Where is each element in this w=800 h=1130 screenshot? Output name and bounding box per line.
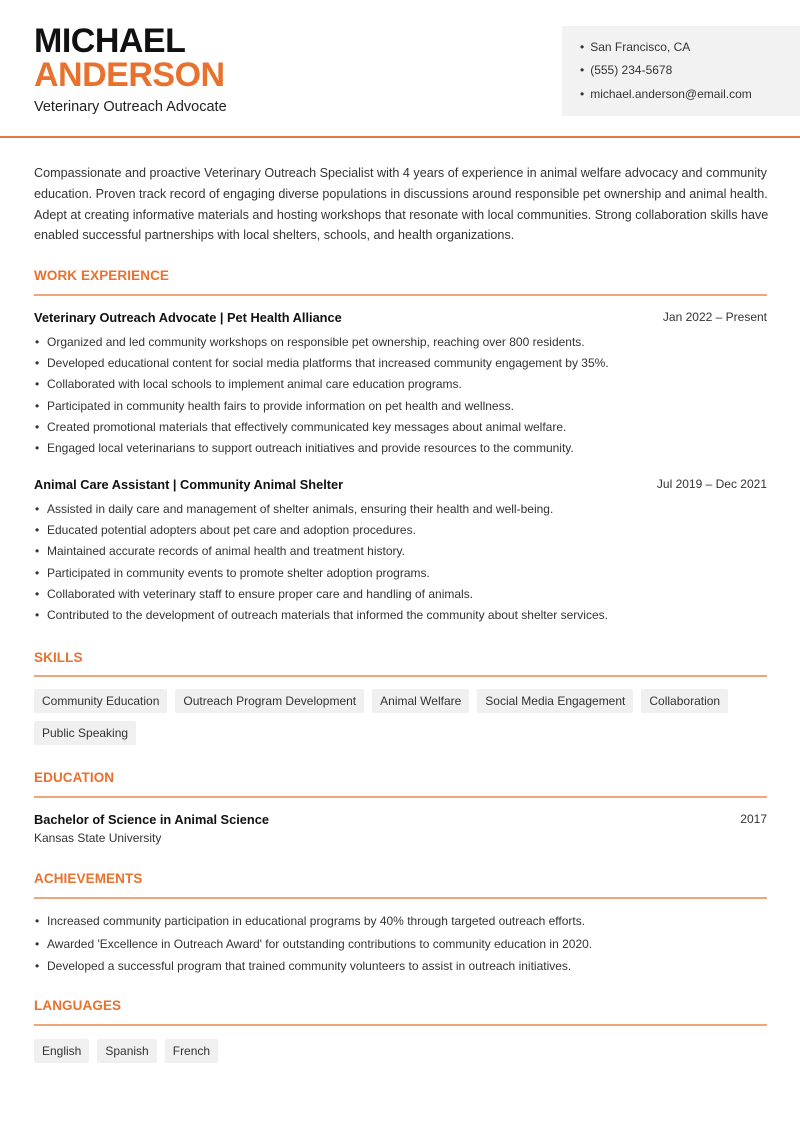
- section-title-education: EDUCATION: [34, 770, 115, 785]
- list-item: • Engaged local veterinarians to support outreach initiatives and provide resources to the community.: [34, 438, 774, 459]
- section-divider: [34, 675, 767, 677]
- section-divider: [34, 796, 767, 798]
- job-dates: Jul 2019 – Dec 2021: [656, 477, 767, 491]
- section-divider: [34, 1024, 767, 1026]
- job-title: Veterinary Outreach Advocate: [34, 99, 227, 115]
- skill-chip: Collaboration: [641, 689, 728, 713]
- language-chip: Spanish: [97, 1039, 156, 1063]
- contact-email[interactable]: • michael.anderson@email.com: [580, 87, 752, 101]
- language-chip: English: [34, 1039, 89, 1063]
- section-title-achievements: ACHIEVEMENTS: [34, 871, 143, 886]
- list-item: • Developed a successful program that trained community volunteers to assist in outreach initiatives.: [34, 955, 774, 978]
- languages-list: [34, 1039, 774, 1063]
- education-school: Kansas State University: [34, 831, 162, 845]
- education-year: 2017: [740, 812, 767, 826]
- skill-chip: Social Media Engagement: [477, 689, 633, 713]
- language-chip: French: [165, 1039, 218, 1063]
- education-degree: Bachelor of Science in Animal Science: [34, 812, 269, 827]
- job-bullets: [34, 499, 774, 626]
- list-item: • Developed educational content for social media platforms that increased community engagement by 35%.: [34, 353, 774, 374]
- section-divider: [34, 897, 767, 899]
- job-heading: Animal Care Assistant | Community Animal Shelter: [34, 477, 344, 492]
- list-item: • Maintained accurate records of animal health and treatment history.: [34, 541, 774, 562]
- first-name: MICHAEL: [34, 22, 186, 60]
- section-title-skills: SKILLS: [34, 650, 83, 665]
- summary: Compassionate and proactive Veterinary Outreach Specialist with 4 years of experience in animal welfare advocacy and community education. Proven track record of engaging diverse populations in discussions around responsible pet ownership and animal health. Adept at creating informative materials and hosting workshops that resonate with local communities. Strong collaboration skills have enabled successful partnerships with local shelters, schools, and health organizations.: [34, 166, 769, 243]
- list-item: • Organized and led community workshops on responsible pet ownership, reaching over 800 residents.: [34, 332, 774, 353]
- job-heading: Veterinary Outreach Advocate | Pet Health Alliance: [34, 310, 342, 325]
- list-item: • Participated in community events to promote shelter adoption programs.: [34, 563, 774, 584]
- section-title-languages: LANGUAGES: [34, 998, 122, 1013]
- list-item: • Participated in community health fairs to provide information on pet health and wellness.: [34, 396, 774, 417]
- job-bullets: [34, 332, 774, 459]
- contact-location: • San Francisco, CA: [580, 40, 690, 54]
- skill-chip: Community Education: [34, 689, 167, 713]
- list-item: • Collaborated with local schools to implement animal care education programs.: [34, 374, 774, 395]
- list-item: • Increased community participation in educational programs by 40% through targeted outreach efforts.: [34, 910, 774, 933]
- skill-chip: Animal Welfare: [372, 689, 469, 713]
- list-item: • Awarded 'Excellence in Outreach Award' for outstanding contributions to community education in 2020.: [34, 933, 774, 956]
- list-item: • Contributed to the development of outreach materials that informed the community about shelter services.: [34, 605, 774, 626]
- list-item: • Assisted in daily care and management of shelter animals, ensuring their health and well-being.: [34, 499, 774, 520]
- last-name: ANDERSON: [34, 56, 225, 94]
- achievements-list: [34, 910, 774, 978]
- contact-phone: • (555) 234-5678: [580, 63, 672, 77]
- job-dates: Jan 2022 – Present: [662, 310, 767, 324]
- list-item: • Created promotional materials that effectively communicated key messages about animal welfare.: [34, 417, 774, 438]
- list-item: • Educated potential adopters about pet care and adoption procedures.: [34, 520, 774, 541]
- resume-header: [0, 0, 800, 138]
- list-item: • Collaborated with veterinary staff to ensure proper care and handling of animals.: [34, 584, 774, 605]
- skill-chip: Public Speaking: [34, 721, 136, 745]
- skill-chip: Outreach Program Development: [175, 689, 364, 713]
- contact-box: [562, 26, 800, 116]
- section-title-work: WORK EXPERIENCE: [34, 268, 170, 283]
- section-divider: [34, 294, 767, 296]
- skills-list: [34, 689, 774, 745]
